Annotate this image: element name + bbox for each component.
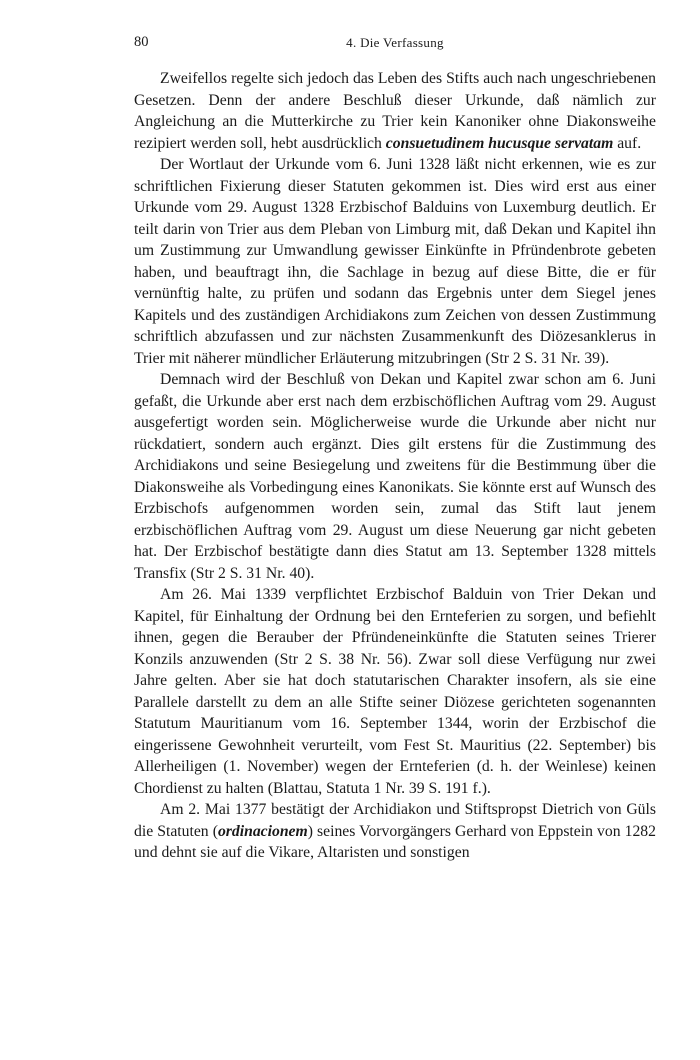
paragraph-1-text: Zweifellos regelte sich jedoch das Leben des Stifts auch nach ungeschriebenen Gesetzen. Denn der andere Beschluß dieser Urkunde, daß nämlich zur Angleichung an die Mutterkirche zu Trier kein Kanoniker ohne Diakonsweihe rezipiert werden soll, hebt ausdrücklich [134,70,656,152]
page-header [134,34,656,60]
paragraph-2 [134,154,656,369]
running-head: 4. Die Verfassung [346,35,444,50]
body-text [134,68,656,864]
paragraph-3 [134,369,656,584]
paragraph-1 [134,68,656,154]
paragraph-5 [134,799,656,864]
page-number: 80 [134,34,149,50]
paragraph-4 [134,584,656,799]
document-page [134,34,656,864]
paragraph-1-latin-quote: consuetudinem hucusque servatam [385,134,614,152]
paragraph-5-text: Am 2. Mai 1377 bestätigt der Archidiakon und Stiftspropst Dietrich von Güls die Statuten ( [134,801,656,840]
paragraph-1-text-end: auf. [613,134,642,152]
paragraph-2-text: Der Wortlaut der Urkunde vom 6. Juni 1328 läßt nicht erkennen, wie es zur schriftlichen Fixierung dieser Statuten gekommen ist. Dies wird erst aus einer Urkunde vom 29. August 1328 Erzbischof Balduins von Luxemburg deutlich. Er teilt darin von Trier aus dem Pleban von Limburg mit, daß Dekan und Kapitel ihn um Zustimmung zur Umwandlung gewisser Einkünfte in Pfründenbrote gebeten haben, und beauftragt ihn, die Sachlage in bezug auf diese Bitte, die er für vernünftig halte, zu prüfen und sodann das Ergebnis unter dem Siegel jenes Kapitels und des zuständigen Archidiakons zum Zeichen von dessen Zustimmung schriftlich abzufassen und zur nächsten Zusammenkunft des Diözesanklerus in Trier mit näherer mündlicher Erläuterung mitzubringen (Str 2 S. 31 Nr. 39). [134,156,656,367]
paragraph-5-text-end: ) seines Vorvorgängers Gerhard von Eppstein von 1282 und dehnt sie auf die Vikare, Altaristen und sonstigen [134,822,656,861]
paragraph-5-latin-term: ordinacionem [217,822,308,840]
paragraph-3-text: Demnach wird der Beschluß von Dekan und Kapitel zwar schon am 6. Juni gefaßt, die Urkunde aber erst nach dem erzbischöflichen Auftrag vom 29. August ausgefertigt worden sein. Möglicherweise wurde die Urkunde aber nicht nur rückdatiert, sondern auch ergänzt. Dies gilt erstens für die Zustimmung des Archidiakons und seine Besiegelung und zweitens für die Bestimmung über die Diakonsweihe als Vorbedingung eines Kanonikats. Sie könnte erst auf Wunsch des Erzbischofs aufgenommen worden sein, zumal das Stift laut jenem erzbischöflichen Auftrag vom 29. August um diese Neuerung gar nicht gebeten hat. Der Erzbischof bestätigte dann dies Statut am 13. September 1328 mittels Transfix (Str 2 S. 31 Nr. 40). [134,371,656,582]
paragraph-4-text: Am 26. Mai 1339 verpflichtet Erzbischof Balduin von Trier Dekan und Kapitel, für Einhaltung der Ordnung bei den Ernteferien zu sorgen, und befiehlt ihnen, gegen die Berauber der Pfründeneinkünfte die Statuten seines Trierer Konzils anzuwenden (Str 2 S. 38 Nr. 56). Zwar soll diese Verfügung nur zwei Jahre gelten. Aber sie hat doch statutarischen Charakter insofern, als sie eine Parallele darstellt zu dem an alle Stifte seiner Diözese gerichteten sogenannten Statutum Mauritianum vom 16. September 1344, worin der Erzbischof die eingerissene Gewohnheit verurteilt, vom Fest St. Mauritius (22. September) bis Allerheiligen (1. November) wegen der Ernteferien (d. h. der Weinlese) keinen Chordienst zu halten (Blattau, Statuta 1 Nr. 39 S. 191 f.). [134,586,656,797]
